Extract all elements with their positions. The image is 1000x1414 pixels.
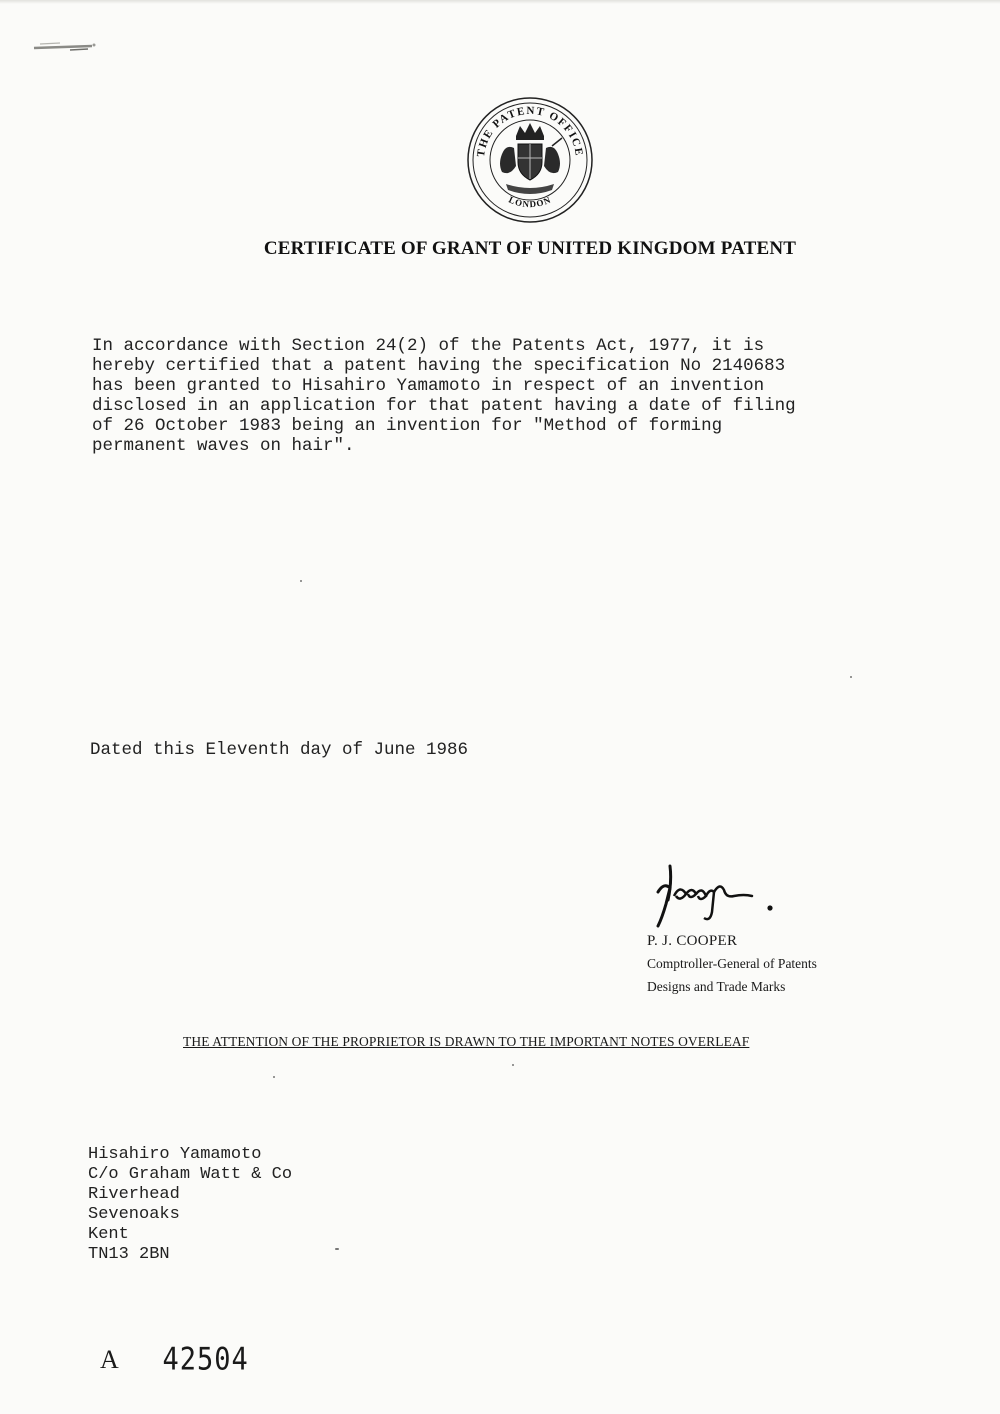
paper-speck: [850, 676, 852, 678]
signatory-title: Comptroller-General of Patents: [647, 956, 817, 971]
signatory-block: [647, 930, 817, 998]
overleaf-notice: THE ATTENTION OF THE PROPRIETOR IS DRAWN TO THE IMPORTANT NOTES OVERLEAF: [183, 1034, 750, 1049]
signatory-title-continued: Designs and Trade Marks: [647, 979, 786, 994]
address-line: Riverhead: [88, 1185, 180, 1204]
recipient-address: [88, 1145, 292, 1265]
address-line: C/o Graham Watt & Co: [88, 1165, 293, 1184]
serial-digits: 42504: [162, 1341, 249, 1378]
body-line: hereby certified that a patent having the specification No 2140683: [92, 356, 786, 376]
paper-speck: [300, 580, 302, 582]
page-edge: [0, 0, 1000, 4]
paper-speck: [512, 1064, 514, 1066]
address-line: TN13 2BN: [88, 1245, 170, 1264]
staple-mark-icon: [30, 38, 100, 54]
paper-speck: [335, 1248, 339, 1250]
serial-number: [100, 1341, 249, 1378]
body-line: disclosed in an application for that patent having a date of filing: [92, 396, 796, 416]
certificate-body: [92, 336, 922, 456]
paper-speck: [273, 1076, 275, 1078]
body-line: of 26 October 1983 being an invention for "Method of forming: [92, 416, 723, 436]
body-line: has been granted to Hisahiro Yamamoto in respect of an invention: [92, 376, 765, 396]
patent-office-seal-icon: [466, 96, 594, 224]
svg-text:LONDON: LONDON: [507, 194, 553, 210]
body-line: permanent waves on hair".: [92, 436, 355, 456]
address-line: Kent: [88, 1225, 129, 1244]
body-line: In accordance with Section 24(2) of the Patents Act, 1977, it is: [92, 336, 765, 356]
address-line: Sevenoaks: [88, 1205, 180, 1224]
address-line: Hisahiro Yamamoto: [88, 1145, 262, 1164]
certificate-title: CERTIFICATE OF GRANT OF UNITED KINGDOM PATENT: [263, 238, 797, 259]
signatory-name: P. J. COOPER: [647, 933, 738, 949]
signature-icon: [640, 852, 790, 932]
date-line: Dated this Eleventh day of June 1986: [90, 740, 469, 760]
svg-text:THE PATENT OFFICE: THE PATENT OFFICE: [474, 104, 586, 158]
serial-prefix: A: [100, 1345, 119, 1374]
